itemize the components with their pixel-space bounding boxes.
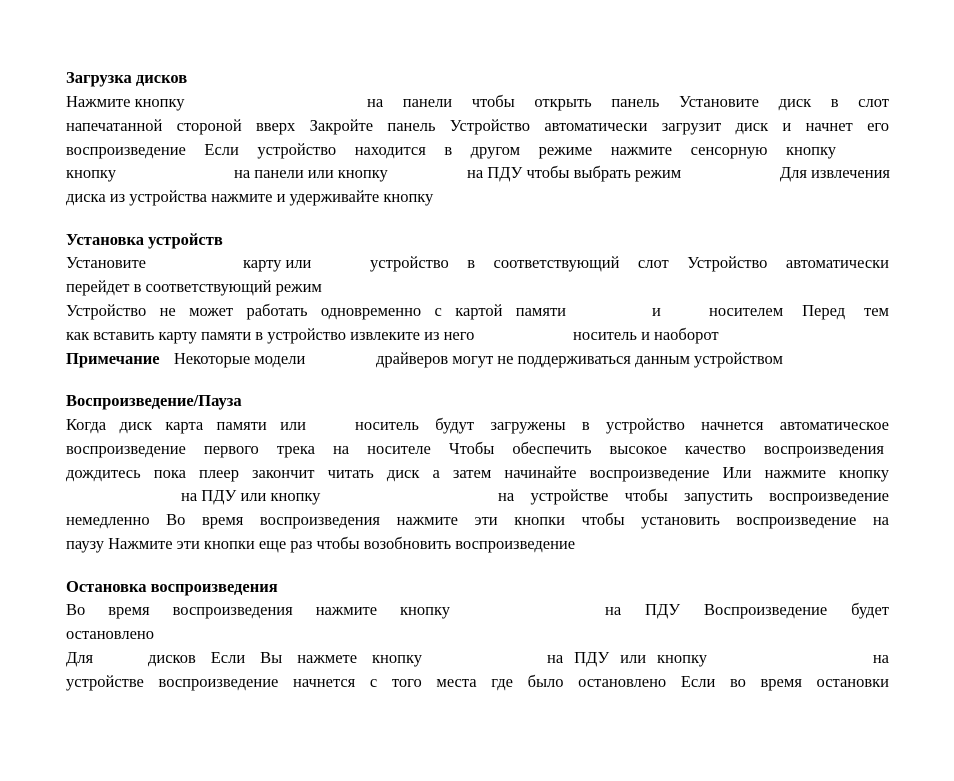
paragraph-line (498, 486, 889, 505)
text-fragment: на ПДУ или кнопку (547, 648, 707, 667)
paragraph-line (148, 648, 422, 667)
section-heading-device-install: Установка устройств (66, 230, 223, 249)
text-fragment: носитель будут загружены в устройство начнется автоматическое (355, 415, 889, 434)
paragraph-line: напечатанной стороной вверх Закройте панель Устройство автоматически загрузит диск и начнет его (66, 116, 889, 135)
paragraph-line: немедленно Во время воспроизведения нажмите эти кнопки чтобы установить воспроизведение на (66, 510, 889, 529)
text-fragment: Во время воспроизведения нажмите кнопку (66, 600, 450, 619)
text-fragment: Установите (66, 253, 146, 272)
note-text: Некоторые модели (173, 349, 306, 368)
paragraph-line: воспроизведение Если устройство находится в другом режиме нажмите сенсорную кнопку (66, 140, 836, 159)
paragraph-line (234, 163, 434, 182)
paragraph-line (181, 486, 381, 505)
note-label: Примечание (66, 349, 160, 368)
paragraph-line (467, 163, 727, 182)
paragraph-line (355, 415, 889, 434)
section-heading-disc-loading: Загрузка дисков (66, 68, 188, 87)
paragraph-line (652, 301, 672, 320)
paragraph-line: диска из устройства нажмите и удерживайте кнопку (66, 187, 434, 206)
section-heading-play-pause: Воспроизведение/Пауза (66, 391, 242, 410)
paragraph-line (709, 301, 889, 320)
paragraph-line (605, 600, 889, 619)
note-line (376, 349, 856, 368)
paragraph-line (66, 253, 186, 272)
paragraph-line: перейдет в соответствующий режим (66, 277, 322, 296)
paragraph-line (547, 648, 707, 667)
text-fragment: на ПДУ чтобы выбрать режим (467, 163, 682, 182)
text-fragment: и (652, 301, 661, 320)
text-fragment: как вставить карту памяти в устройство извлеките из него (66, 325, 475, 344)
paragraph-line (869, 648, 889, 667)
paragraph-line (370, 253, 889, 272)
text-fragment: Когда диск карта памяти или (66, 415, 306, 434)
paragraph-line (66, 301, 566, 320)
paragraph-line (66, 600, 450, 619)
text-fragment: носитель и наоборот (573, 325, 719, 344)
text-fragment: Нажмите кнопку (66, 92, 185, 111)
text-fragment: Для извлечения (779, 163, 890, 182)
text-fragment: кнопку (66, 163, 116, 182)
text-fragment: носителем Перед тем (709, 301, 889, 320)
paragraph-line: остановлено (66, 624, 155, 643)
text-fragment: Устройство не может работать одновременно с картой памяти (66, 301, 566, 320)
paragraph-line (367, 92, 889, 111)
paragraph-line: воспроизведение первого трека на носителе Чтобы обеспечить высокое качество воспроизведения (66, 439, 884, 458)
paragraph-line (766, 163, 890, 182)
paragraph-line: дождитесь пока плеер закончит читать диск а затем начинайте воспроизведение Или нажмите кнопку (66, 463, 889, 482)
note-line (66, 349, 386, 368)
text-fragment: дисков Если Вы нажмете кнопку (148, 648, 422, 667)
text-fragment: на панели или кнопку (234, 163, 388, 182)
paragraph-line: паузу Нажмите эти кнопки еще раз чтобы возобновить воспроизведение (66, 534, 576, 553)
text-fragment: на панели чтобы открыть панель Установите диск в слот (367, 92, 889, 111)
text-fragment: устройство в соответствующий слот Устройство автоматически (370, 253, 889, 272)
section-heading-stop-playback: Остановка воспроизведения (66, 577, 278, 596)
paragraph-line (573, 325, 773, 344)
paragraph-line (66, 648, 106, 667)
note-text: драйверов могут не поддерживаться данным устройством (376, 349, 783, 368)
text-fragment: на ПДУ или кнопку (181, 486, 321, 505)
text-fragment: карту или (243, 253, 312, 272)
text-fragment: на устройстве чтобы запустить воспроизведение (498, 486, 889, 505)
paragraph-line (243, 253, 343, 272)
text-fragment: на ПДУ Воспроизведение будет (605, 600, 889, 619)
text-fragment: на (872, 648, 889, 667)
text-fragment: Для (66, 648, 94, 667)
paragraph-line: устройстве воспроизведение начнется с того места где было остановлено Если во время остановки (66, 672, 889, 691)
paragraph-line (66, 415, 306, 434)
